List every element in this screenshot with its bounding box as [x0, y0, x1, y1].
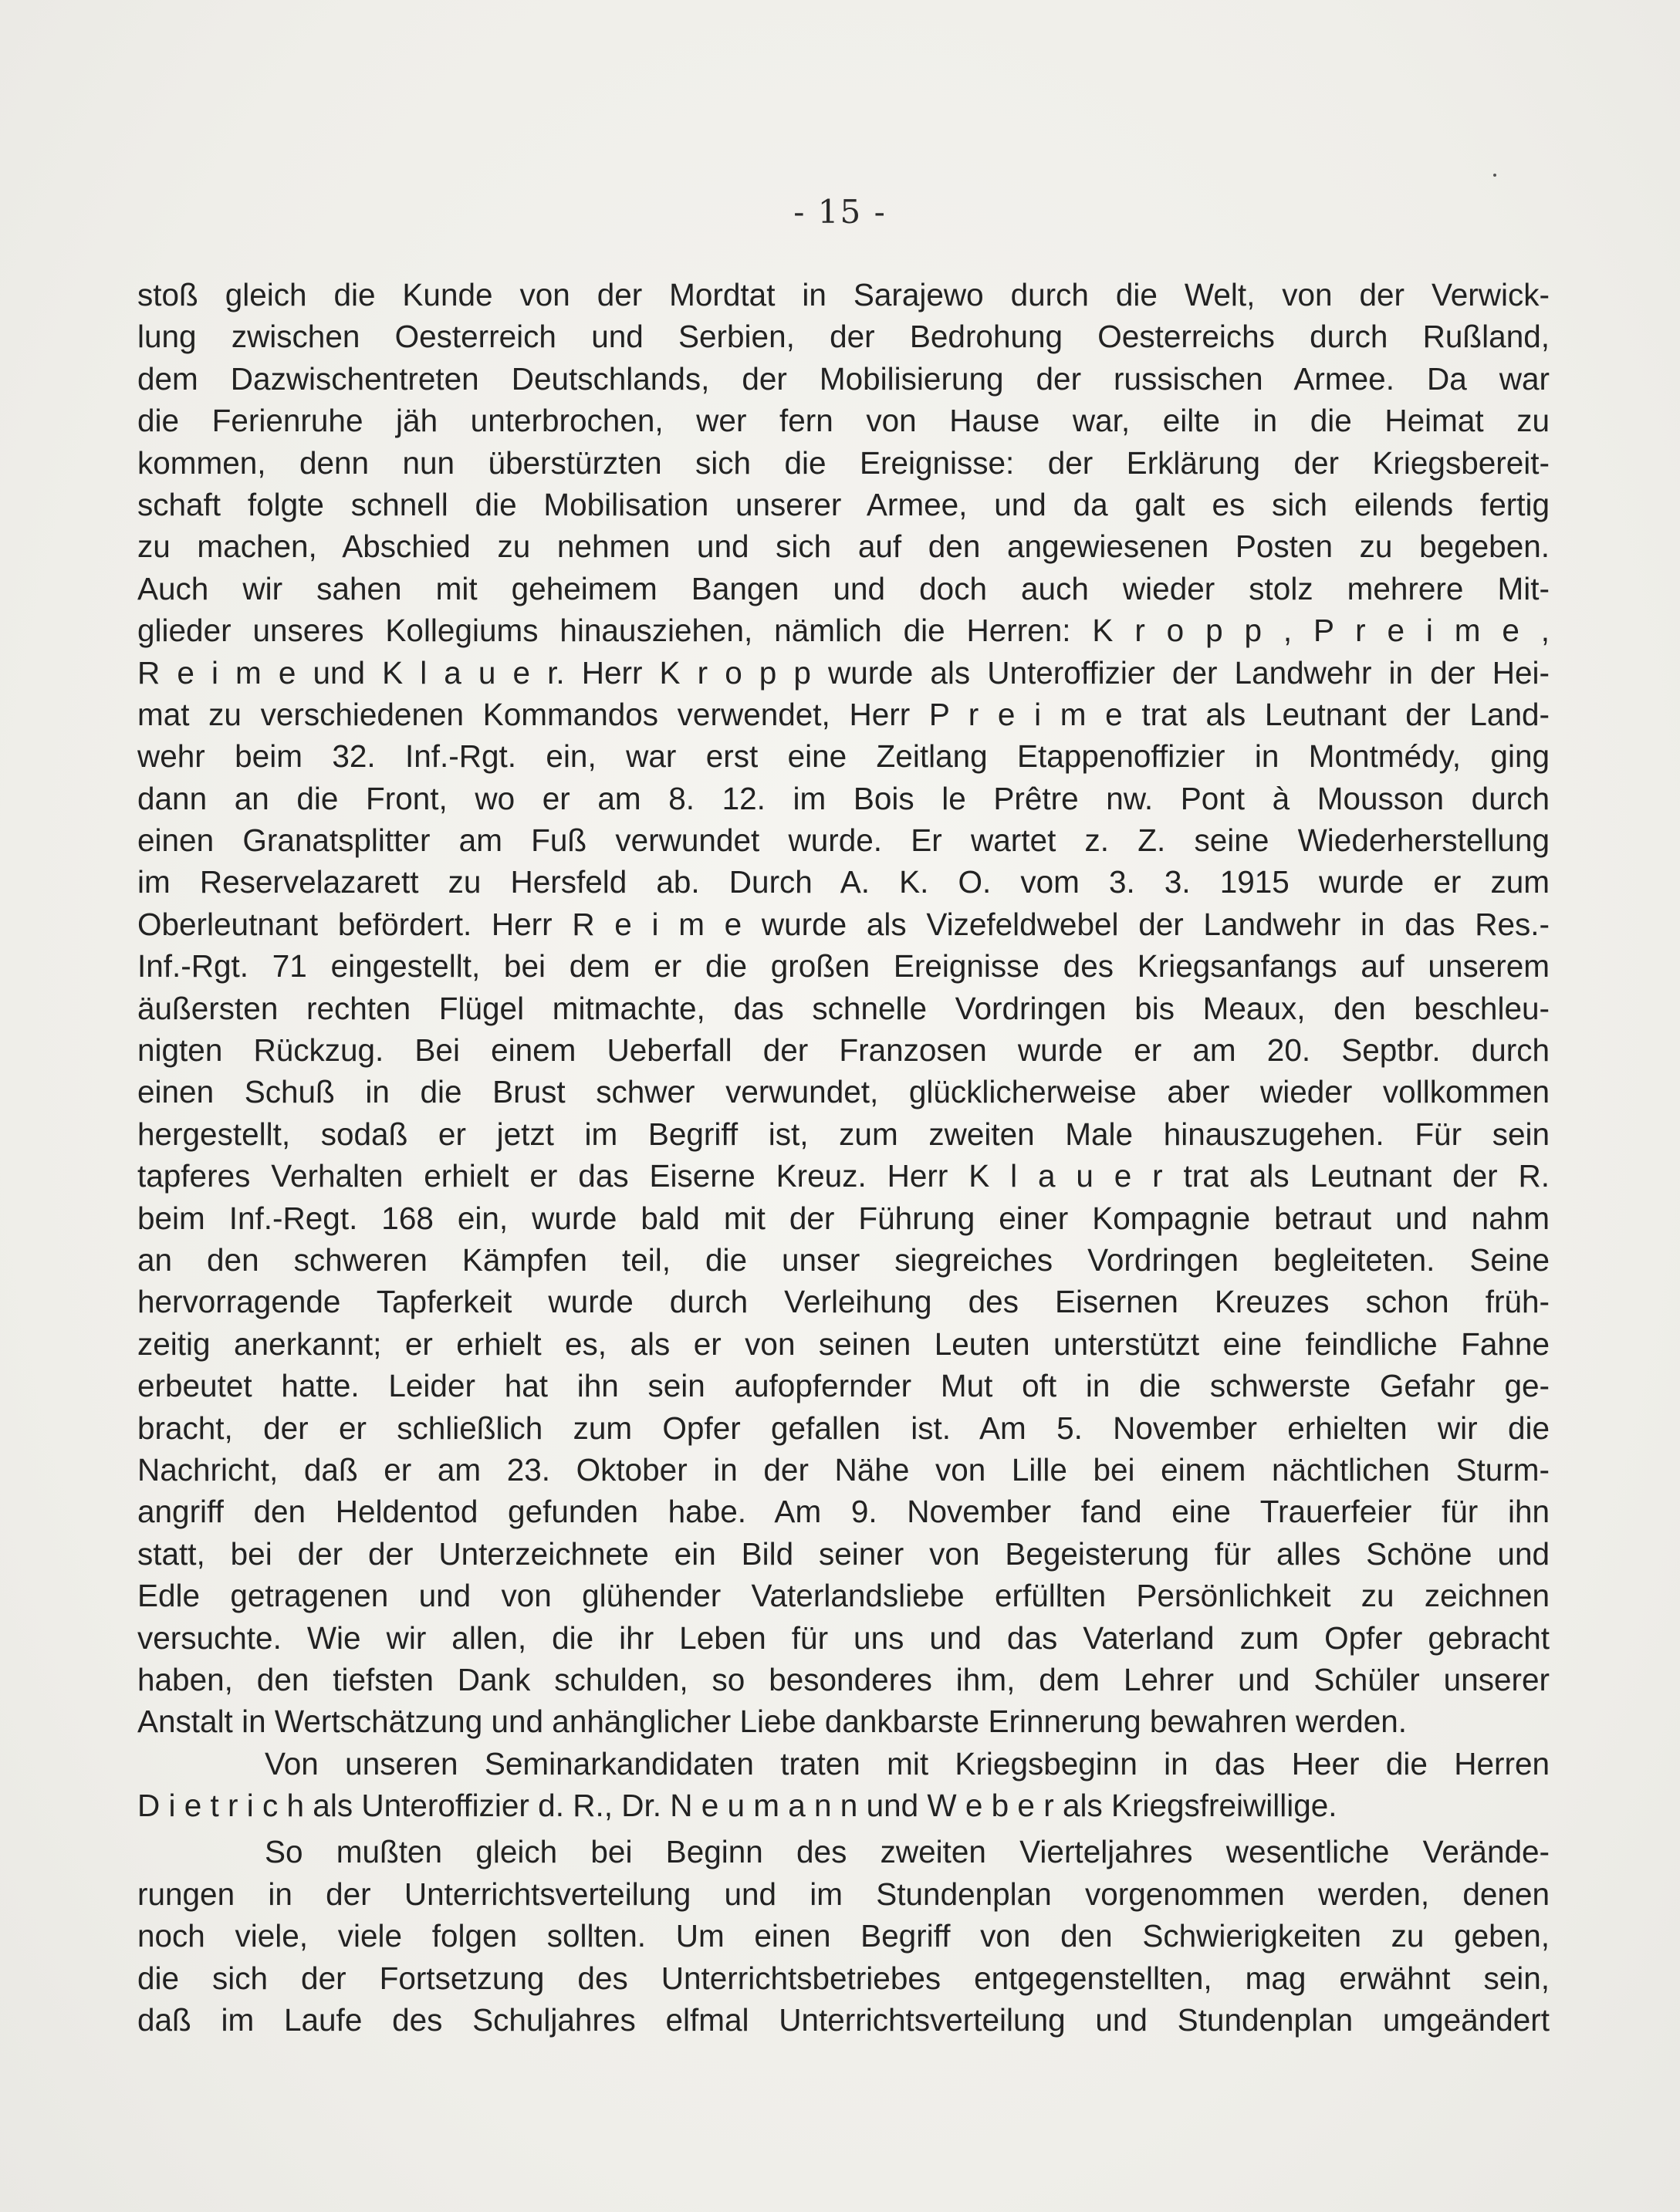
text-line: an den schweren Kämpfen teil, die unser siegreiches Vordringen begleiteten. Seine: [137, 1241, 1550, 1278]
text-line: haben, den tiefsten Dank schulden, so besonderes ihm, dem Lehrer und Schüler unserer: [137, 1661, 1550, 1697]
page-number: - 15 -: [793, 193, 887, 231]
text-line: mat zu verschiedenen Kommandos verwendet, Herr P r e i m e trat als Leutnant der Land-: [137, 696, 1550, 732]
text-line: Oberleutnant befördert. Herr R e i m e wurde als Vizefeldwebel der Landwehr in das Res.-: [137, 906, 1550, 942]
text-line: Auch wir sahen mit geheimem Bangen und doch auch wieder stolz mehrere Mit-: [137, 570, 1550, 606]
text-line: Inf.-Rgt. 71 eingestellt, bei dem er die großen Ereignisse des Kriegsanfangs auf unserem: [137, 948, 1550, 984]
paragraph-start-line: So mußten gleich bei Beginn des zweiten Vierteljahres wesentliche Verände-: [265, 1834, 1550, 1870]
text-line: Edle getragenen und von glühender Vaterlandsliebe erfüllten Persönlichkeit zu zeichnen: [137, 1578, 1550, 1614]
text-line: rungen in der Unterrichtsverteilung und im Stundenplan vorgenommen werden, denen: [137, 1876, 1550, 1912]
text-line: wehr beim 32. Inf.-Rgt. ein, war erst eine Zeitlang Etappenoffizier in Montmédy, ging: [137, 738, 1550, 775]
text-line: zeitig anerkannt; er erhielt es, als er von seinen Leuten unterstützt eine feindliche Fahne: [137, 1326, 1550, 1362]
text-line: nigten Rückzug. Bei einem Ueberfall der Franzosen wurde er am 20. Septbr. durch: [137, 1032, 1550, 1069]
text-line: kommen, denn nun überstürzten sich die Ereignisse: der Erklärung der Kriegsbereit-: [137, 444, 1550, 481]
text-line: äußersten rechten Flügel mitmachte, das schnelle Vordringen bis Meaux, den beschleu-: [137, 990, 1550, 1026]
text-line: die Ferienruhe jäh unterbrochen, wer fern von Hause war, eilte in die Heimat zu: [137, 403, 1550, 439]
text-line: bracht, der er schließlich zum Opfer gefallen ist. Am 5. November erhielten wir die: [137, 1410, 1550, 1446]
text-line: noch viele, viele folgen sollten. Um einen Begriff von den Schwierigkeiten zu geben,: [137, 1918, 1550, 1954]
text-line: die sich der Fortsetzung des Unterrichtsbetriebes entgegenstellten, mag erwähnt sein,: [137, 1960, 1550, 1996]
text-line: Nachricht, daß er am 23. Oktober in der Nähe von Lille bei einem nächtlichen Sturm-: [137, 1451, 1550, 1488]
text-line: beim Inf.-Regt. 168 ein, wurde bald mit der Führung einer Kompagnie betraut und nahm: [137, 1200, 1550, 1236]
text-line: im Reservelazarett zu Hersfeld ab. Durch A. K. O. vom 3. 3. 1915 wurde er zum: [137, 864, 1550, 900]
paragraph-start-line: Von unseren Seminarkandidaten traten mit Kriegsbeginn in das Heer die Herren: [265, 1745, 1550, 1781]
body-text: [137, 274, 1550, 2041]
text-line: Anstalt in Wertschätzung und anhänglicher Liebe dankbarste Erinnerung bewahren werden.: [137, 1704, 1408, 1740]
text-line: statt, bei der der Unterzeichnete ein Bild seiner von Begeisterung für alles Schöne und: [137, 1535, 1550, 1572]
text-line: tapferes Verhalten erhielt er das Eiserne Kreuz. Herr K l a u e r trat als Leutnant der R.: [137, 1158, 1550, 1194]
text-line: R e i m e und K l a u e r. Herr K r o p p wurde als Unteroffizier der Landwehr in der Hei-: [137, 654, 1550, 691]
text-line: dann an die Front, wo er am 8. 12. im Bois le Prêtre nw. Pont à Mousson durch: [137, 780, 1550, 816]
text-line: lung zwischen Oesterreich und Serbien, der Bedrohung Oesterreichs durch Rußland,: [137, 319, 1550, 355]
text-line: zu machen, Abschied zu nehmen und sich auf den angewiesenen Posten zu begeben.: [137, 529, 1550, 565]
text-line: stoß gleich die Kunde von der Mordtat in Sarajewo durch die Welt, von der Verwick-: [137, 277, 1550, 312]
text-line: angriff den Heldentod gefunden habe. Am 9. November fand eine Trauerfeier für ihn: [137, 1494, 1550, 1530]
text-line: glieder unseres Kollegiums hinausziehen, nämlich die Herren: K r o p p , P r e i m e ,: [137, 613, 1550, 649]
text-line: hervorragende Tapferkeit wurde durch Verleihung des Eisernen Kreuzes schon früh-: [137, 1284, 1550, 1320]
text-line: schaft folgte schnell die Mobilisation unserer Armee, und da galt es sich eilends fertig: [137, 486, 1550, 522]
text-line: hergestellt, sodaß er jetzt im Begriff ist, zum zweiten Male hinauszugehen. Für sein: [137, 1116, 1550, 1152]
text-line: einen Schuß in die Brust schwer verwundet, glücklicherweise aber wieder vollkommen: [137, 1074, 1550, 1110]
text-line: daß im Laufe des Schuljahres elfmal Unterrichtsverteilung und Stundenplan umgeändert: [137, 2002, 1550, 2038]
text-line: versuchte. Wie wir allen, die ihr Leben für uns und das Vaterland zum Opfer gebracht: [137, 1619, 1550, 1656]
text-line: D i e t r i c h als Unteroffizier d. R., Dr. N e u m a n n und W e b e r als Kriegsfreiwillige.: [137, 1788, 1337, 1824]
text-line: erbeutet hatte. Leider hat ihn sein aufopfernder Mut oft in die schwerste Gefahr ge-: [137, 1368, 1550, 1404]
text-line: einen Granatsplitter am Fuß verwundet wurde. Er wartet z. Z. seine Wiederherstellung: [137, 822, 1550, 859]
paper-speck: [1493, 174, 1496, 177]
text-line: dem Dazwischentreten Deutschlands, der Mobilisierung der russischen Armee. Da war: [137, 360, 1550, 397]
